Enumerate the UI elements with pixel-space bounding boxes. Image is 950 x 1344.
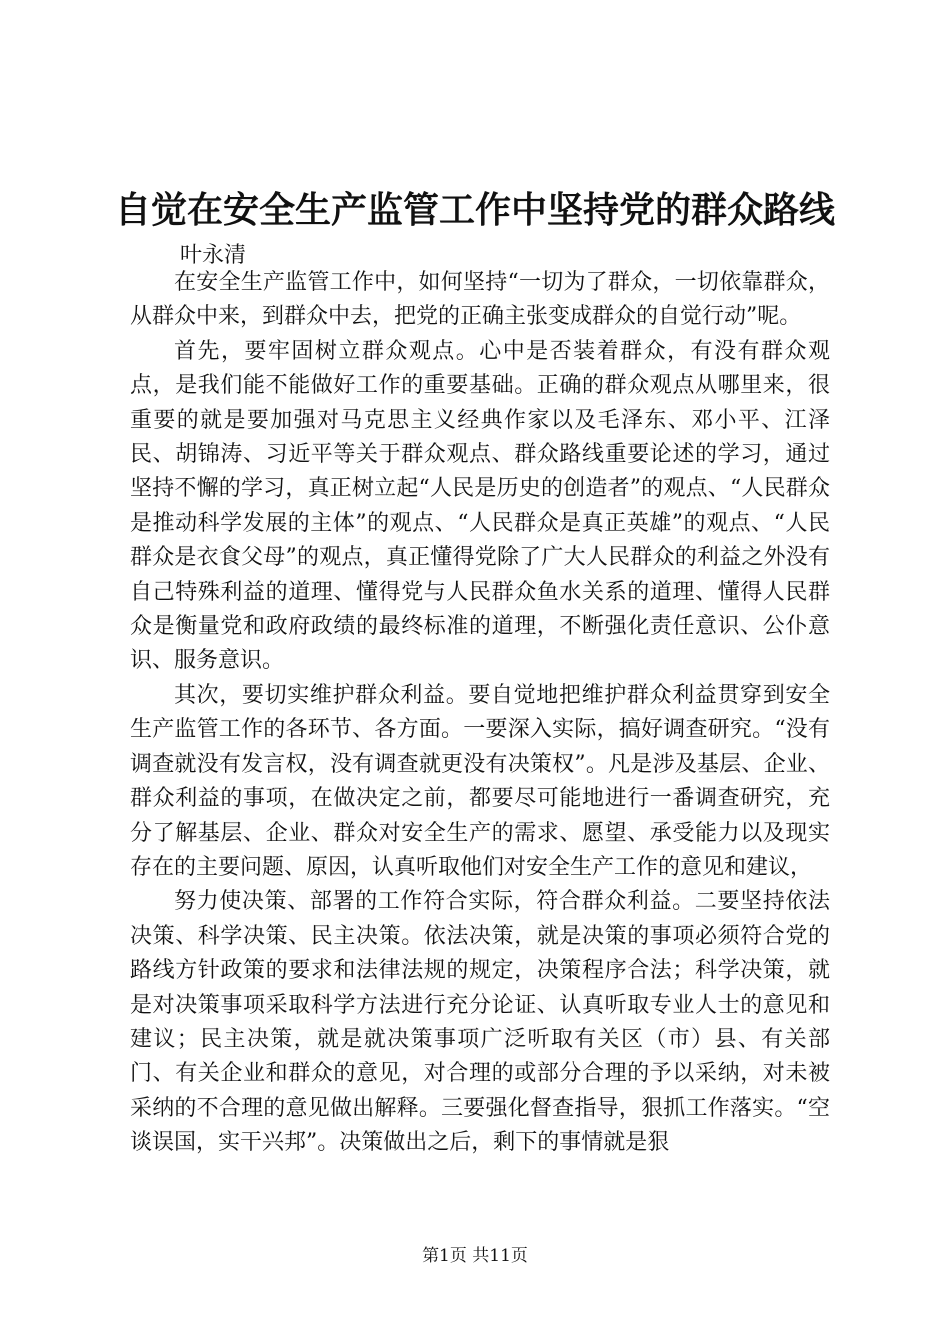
- paragraph-2: 首先，要牢固树立群众观点。心中是否装着群众，有没有群众观点，是我们能不能做好工作的重要基础。正确的群众观点从哪里来，很重要的就是要加强对马克思主义经典作家以及毛泽东、邓小平、江泽民、胡锦涛、习近平等关于群众观点、群众路线重要论述的学习，通过坚持不懈的学习，真正树立起“人民是历史的创造者”的观点、“人民群众是推动科学发展的主体”的观点、“人民群众是真正英雄”的观点、“人民群众是衣食父母”的观点，真正懂得党除了广大人民群众的利益之外没有自己特殊利益的道理、懂得党与人民群众鱼水关系的道理、懂得人民群众是衡量党和政府政绩的最终标准的道理，不断强化责任意识、公仆意识、服务意识。: [130, 338, 830, 674]
- paragraph-3: 其次，要切实维护群众利益。要自觉地把维护群众利益贯穿到安全生产监管工作的各环节、各方面。一要深入实际，搞好调查研究。“没有调查就没有发言权，没有调查就更没有决策权”。凡是涉及基层、企业、群众利益的事项，在做决定之前，都要尽可能地进行一番调查研究，充分了解基层、企业、群众对安全生产的需求、愿望、承受能力以及现实存在的主要问题、原因，认真听取他们对安全生产工作的意见和建议，: [130, 682, 830, 880]
- document-title: 自觉在安全生产监管工作中坚持党的群众路线: [114, 189, 835, 231]
- paragraph-4: 努力使决策、部署的工作符合实际，符合群众利益。二要坚持依法决策、科学决策、民主决策。依法决策，就是决策的事项必须符合党的路线方针政策的要求和法律法规的规定，决策程序合法；科学决策，就是对决策事项采取科学方法进行充分论证、认真听取专业人士的意见和建议；民主决策，就是就决策事项广泛听取有关区（市）县、有关部门、有关企业和群众的意见，对合理的或部分合理的予以采纳，对未被采纳的不合理的意见做出解释。三要强化督查指导，狠抓工作落实。“空谈误国，实干兴邦”。决策做出之后，剩下的事情就是狠: [130, 889, 830, 1156]
- paragraph-1: 在安全生产监管工作中，如何坚持“一切为了群众，一切依靠群众，从群众中来，到群众中去，把党的正确主张变成群众的自觉行动”呢。: [130, 270, 830, 330]
- document-body: [130, 266, 830, 1161]
- author-name: 叶永清: [180, 243, 247, 268]
- page-number-footer: 第1页 共11页: [422, 1246, 528, 1266]
